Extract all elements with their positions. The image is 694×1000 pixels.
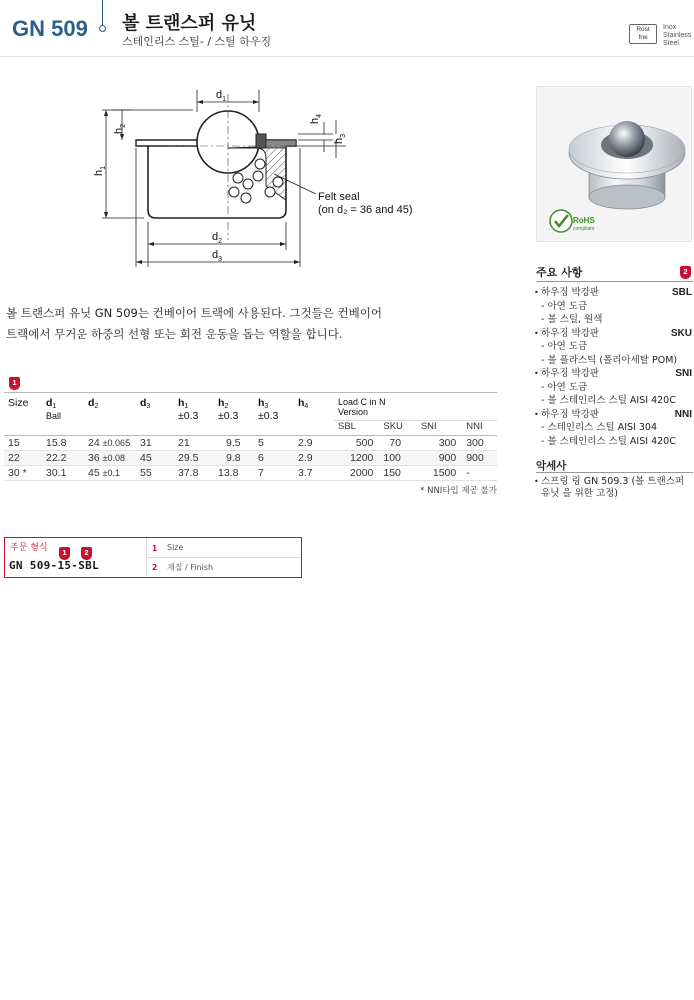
- description-line2: 트랙에서 무거운 하중의 선형 또는 회전 운동을 돕는 역할을 합니다.: [6, 327, 343, 341]
- svg-text:d1: [216, 89, 226, 103]
- table-row: [4, 466, 497, 481]
- cell-d3: 31: [136, 436, 174, 451]
- cell-sku: 70: [379, 436, 416, 451]
- table-badge-1: 1: [9, 377, 20, 390]
- dim-d1-label: d: [216, 89, 223, 101]
- spec-group-title: • 하우징 박강판: [534, 327, 692, 341]
- spec-item: - 볼 스테인리스 스틸 AISI 420C: [541, 435, 676, 447]
- felt-seal-line2: (on d₂ = 36 and 45): [318, 204, 413, 216]
- dim-d2-sub: 2: [218, 238, 223, 245]
- order-badge-2: 2: [81, 547, 92, 560]
- cell-d1: 30.1: [42, 466, 84, 481]
- dim-d2-label: d: [212, 231, 219, 243]
- col-sbl: SBL: [334, 421, 379, 436]
- rostfrei-badge-line1: Rost: [636, 26, 650, 33]
- cell-size: 30 *: [4, 466, 42, 481]
- cell-nni: -: [462, 466, 497, 481]
- col-h2-sub: 2: [224, 403, 229, 410]
- dim-h2-label: h: [113, 127, 125, 134]
- dim-h1-sub: 1: [100, 165, 107, 170]
- spec-item: - 아연 도금: [541, 381, 588, 393]
- cell-h2: 13.8: [214, 466, 254, 481]
- rostfrei-badge: [629, 24, 657, 44]
- spec-group-title: • 하우징 박강판: [534, 286, 692, 300]
- col-d1-letter: d: [46, 397, 53, 409]
- spec-group-sbl: [534, 286, 692, 327]
- col-load-version: Version: [338, 407, 369, 417]
- spec-group-code: SNI: [675, 368, 692, 379]
- cell-nni: 900: [462, 451, 497, 466]
- dim-d3-label: d: [212, 249, 219, 261]
- svg-text:h4: [309, 114, 323, 124]
- header-rule: [0, 56, 694, 57]
- cell-h3: 7: [254, 466, 294, 481]
- order-badge-1: 1: [59, 547, 70, 560]
- specs-title: 주요 사항: [536, 266, 583, 279]
- header-divider: [102, 0, 103, 26]
- inox-line: Stainless: [663, 32, 692, 39]
- cell-d2: [84, 466, 136, 481]
- cell-sku: 100: [379, 451, 416, 466]
- order-format-box: [4, 537, 302, 578]
- col-h1-sub: 1: [184, 403, 189, 410]
- cell-d2: [84, 436, 136, 451]
- cell-d3: 45: [136, 451, 174, 466]
- order-item-2: 재질 / Finish: [167, 563, 214, 572]
- col-d3: [136, 393, 174, 436]
- dim-h1-label: h: [93, 169, 105, 176]
- dim-h3-sub: 3: [340, 133, 347, 138]
- col-d2-letter: d: [88, 397, 95, 409]
- col-h2-tol: ±0.3: [218, 410, 239, 422]
- table-row: [4, 451, 497, 466]
- col-h4-letter: h: [298, 397, 305, 409]
- spec-group-title: • 하우징 박강판: [534, 367, 692, 381]
- felt-seal-line1: Felt seal: [318, 191, 360, 203]
- col-load-title: Load C in N: [338, 397, 386, 407]
- col-sni: SNI: [417, 421, 462, 436]
- spec-item: - 스테인리스 스틸 AISI 304: [541, 422, 658, 433]
- col-sku: SKU: [379, 421, 416, 436]
- col-size: Size: [8, 397, 29, 409]
- product-description: [6, 303, 486, 345]
- cell-d2-value: 36: [88, 452, 100, 464]
- cell-h4: 2.9: [294, 451, 334, 466]
- cell-sbl: 1200: [334, 451, 379, 466]
- order-code: GN 509-15-SBL: [9, 559, 99, 572]
- page-title: 볼 트랜스퍼 유닛: [122, 13, 257, 34]
- product-photo: [536, 86, 692, 242]
- table-footnote: * NNI타입 제공 불가: [420, 486, 497, 496]
- cell-d2-tol: ±0.1: [102, 468, 121, 478]
- cell-sni: 900: [417, 451, 462, 466]
- inox-line: Inox: [663, 24, 677, 31]
- rohs-logo-text: RoHS: [573, 216, 595, 225]
- cell-d2-value: 45: [88, 467, 100, 479]
- header-dot: [99, 25, 106, 32]
- svg-text:h1: [93, 166, 107, 176]
- cell-d3: 55: [136, 466, 174, 481]
- cell-h4: 2.9: [294, 436, 334, 451]
- col-d1-note: Ball: [46, 411, 62, 421]
- cell-size: 22: [4, 451, 42, 466]
- cell-sbl: 2000: [334, 466, 379, 481]
- accessories-rule: [536, 472, 693, 473]
- svg-text:h2: [113, 124, 127, 134]
- cell-sbl: 500: [334, 436, 379, 451]
- order-format-label: 주문 형식: [10, 543, 48, 553]
- svg-text:d3: [212, 249, 222, 263]
- spec-item: - 아연 도금: [541, 341, 588, 352]
- col-d1: [42, 393, 84, 436]
- order-item-1-num: 1: [152, 544, 158, 553]
- dimension-table: [4, 392, 497, 481]
- col-h4-sub: 4: [304, 403, 309, 410]
- col-h3-letter: h: [258, 397, 265, 409]
- accessory-item: • 스프링 링 GN 509.3 (볼 트랜스퍼 유닛 을 위한 고정): [534, 476, 692, 500]
- col-d2: [84, 393, 136, 436]
- col-d3-letter: d: [140, 397, 147, 409]
- col-h1-letter: h: [178, 397, 185, 409]
- cell-h1: 37.8: [174, 466, 214, 481]
- order-item-2-num: 2: [152, 563, 158, 572]
- cell-h3: 5: [254, 436, 294, 451]
- rostfrei-badge-line2: frei: [638, 34, 648, 41]
- col-h1: [174, 393, 214, 436]
- col-h2-letter: h: [218, 397, 225, 409]
- spec-group-nni: [534, 408, 692, 449]
- dim-d1-sub: 1: [222, 96, 227, 103]
- cell-sni: 1500: [417, 466, 462, 481]
- col-nni: NNI: [462, 421, 497, 436]
- cell-d2-tol: ±0.08: [102, 453, 126, 463]
- spec-item: - 아연 도금: [541, 300, 588, 312]
- col-h4: [294, 393, 334, 436]
- order-item-1: Size: [167, 543, 184, 552]
- page-subtitle: 스테인리스 스틸- / 스틸 하우징: [122, 35, 272, 48]
- dim-d3-sub: 3: [218, 256, 223, 263]
- spec-item: - 볼 스틸, 원색: [541, 314, 603, 325]
- cell-size: 15: [4, 436, 42, 451]
- specs-rule: [536, 281, 693, 282]
- description-line1: 볼 트랜스퍼 유닛 GN 509는 컨베이어 트랙에 사용된다. 그것들은 컨베이어: [6, 306, 382, 320]
- cell-sku: 150: [379, 466, 416, 481]
- col-h1-tol: ±0.3: [178, 410, 199, 422]
- spec-item: - 볼 플라스틱 (폴리아세탈 POM): [541, 354, 678, 366]
- cell-nni: 300: [462, 436, 497, 451]
- spec-group-code: NNI: [674, 408, 692, 420]
- spec-group-title: • 하우징 박강판: [534, 408, 692, 422]
- col-h3: [254, 393, 294, 436]
- cell-h1: 29.5: [174, 451, 214, 466]
- inox-line: Steel: [663, 40, 679, 47]
- col-d3-sub: 3: [146, 403, 151, 410]
- cell-h3: 6: [254, 451, 294, 466]
- specs-badge-2: 2: [680, 266, 691, 279]
- spec-group-code: SKU: [670, 327, 692, 339]
- col-h2: [214, 393, 254, 436]
- cell-d2-tol: ±0.065: [102, 438, 131, 448]
- cell-h4: 3.7: [294, 466, 334, 481]
- rohs-logo-subtext: compliant: [573, 226, 595, 232]
- col-d2-sub: 2: [94, 403, 99, 410]
- specs-list: [534, 286, 692, 448]
- cell-d2: [84, 451, 136, 466]
- accessories-title: 악세사: [536, 460, 567, 472]
- cell-h2: 9.8: [214, 451, 254, 466]
- spec-group-sku: [534, 327, 692, 368]
- cell-sni: 300: [417, 436, 462, 451]
- product-code: GN 509: [12, 16, 88, 41]
- cell-h1: 21: [174, 436, 214, 451]
- order-row-divider: [146, 557, 301, 558]
- ball-transfer-unit-image: [537, 87, 693, 243]
- table-row: [4, 436, 497, 451]
- cell-d1: 22.2: [42, 451, 84, 466]
- col-load: [334, 393, 497, 421]
- felt-seal-note: [318, 191, 412, 217]
- col-h3-tol: ±0.3: [258, 410, 279, 422]
- svg-text:h3: [333, 134, 347, 144]
- col-h3-sub: 3: [264, 403, 269, 410]
- technical-drawing: [88, 82, 418, 272]
- dim-h4-label: h: [309, 117, 321, 124]
- spec-item: - 볼 스테인리스 스틸 AISI 420C: [541, 395, 676, 406]
- svg-text:d2: [212, 231, 222, 245]
- dim-h2-sub: 2: [120, 123, 127, 128]
- col-d1-sub: 1: [52, 403, 57, 410]
- cell-d2-value: 24: [88, 437, 100, 449]
- spec-group-sni: [534, 367, 692, 408]
- dim-h4-sub: 4: [316, 113, 323, 118]
- dim-h3-label: h: [333, 137, 345, 144]
- inox-label: [663, 24, 691, 48]
- spec-group-code: SBL: [672, 287, 692, 298]
- cell-d1: 15.8: [42, 436, 84, 451]
- cell-h2: 9.5: [214, 436, 254, 451]
